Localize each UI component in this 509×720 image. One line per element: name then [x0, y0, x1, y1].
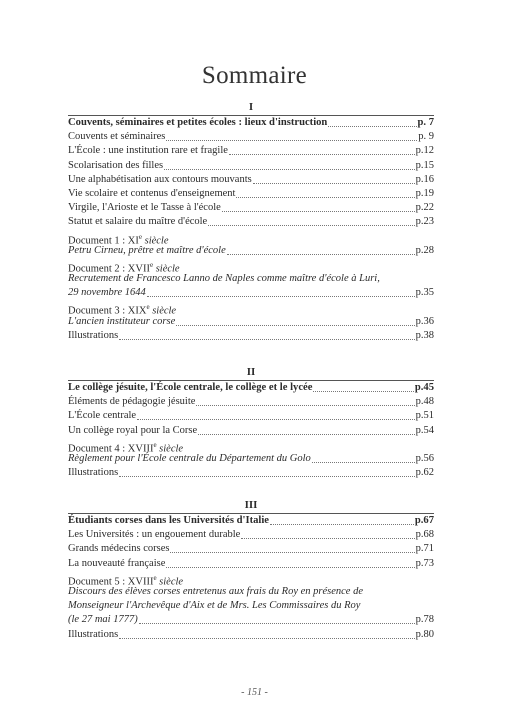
document-label-tail: siècle: [156, 576, 184, 588]
toc-entry[interactable]: [68, 557, 434, 571]
toc-entry[interactable]: [68, 244, 434, 258]
toc-entry-page: p.78: [415, 614, 434, 626]
dot-leader: [222, 202, 415, 212]
document-label-tail: siècle: [141, 235, 169, 246]
toc-entry-page: p.54: [415, 424, 434, 436]
dot-leader: [313, 382, 413, 392]
toc-entry[interactable]: [68, 628, 434, 642]
toc-entry-label: Couvents et séminaires: [68, 131, 166, 143]
document-label: [68, 571, 434, 588]
toc-entry-label: Éléments de pédagogie jésuite: [68, 396, 196, 408]
century-superscript: e: [138, 232, 142, 241]
toc-entry[interactable]: [68, 395, 434, 409]
toc-entry[interactable]: [68, 215, 434, 229]
toc-entry-label: Scolarisation des filles: [68, 159, 164, 171]
toc-entry-page: p.48: [415, 396, 434, 408]
dot-leader: [119, 330, 414, 340]
toc-entry-label: Petru Cirneu, prêtre et maître d'école: [68, 244, 226, 256]
toc-entry-page: p.51: [415, 410, 434, 422]
dot-leader: [227, 245, 415, 255]
toc-entry-label: 29 novembre 1644: [68, 287, 146, 299]
toc-entry-page: p.45: [414, 382, 434, 393]
toc-entry-label: Une alphabétisation aux contours mouvants: [68, 173, 252, 185]
dot-leader: [236, 188, 414, 198]
toc-entry-label: Illustrations: [68, 329, 119, 341]
section-numeral: I: [248, 101, 254, 113]
toc-entry-page: p.12: [415, 145, 434, 157]
section-numeral: II: [246, 366, 256, 378]
toc-entry-label: Illustrations: [68, 467, 119, 479]
toc-entry[interactable]: [68, 187, 434, 201]
toc-entry[interactable]: [68, 173, 434, 187]
toc-entry-label: Couvents, séminaires et petites écoles : lieux d'instruction: [68, 117, 328, 128]
dot-leader: [208, 216, 414, 226]
section-numeral: III: [244, 499, 258, 511]
dot-leader: [164, 160, 415, 170]
dot-leader: [253, 174, 415, 184]
document-label-text: Document 1 : XI: [68, 235, 139, 246]
toc-entry-page: p.15: [415, 159, 434, 171]
dot-leader: [270, 515, 414, 525]
toc-entry-page: p.62: [415, 467, 434, 479]
toc-entry-label: L'École centrale: [68, 410, 137, 422]
dot-leader: [139, 614, 415, 624]
page-title: Sommaire: [201, 62, 308, 89]
document-label: [68, 300, 434, 317]
toc-entry-label: (le 27 mai 1777): [68, 614, 138, 626]
century-superscript: e: [149, 260, 154, 269]
dot-leader: [166, 131, 417, 141]
dot-leader: [328, 117, 416, 127]
toc-entry-page: p. 9: [418, 131, 434, 143]
toc-entry[interactable]: [68, 452, 434, 466]
toc-entry-label: L'École : une institution rare et fragile: [68, 145, 228, 157]
dot-leader: [147, 287, 415, 297]
toc-entry-page: p.16: [415, 173, 434, 185]
toc-entry[interactable]: [68, 466, 434, 480]
document-label-text: Document 5 : XVIII: [68, 576, 154, 588]
section-1: [68, 100, 434, 343]
dot-leader: [229, 145, 415, 155]
dot-leader: [196, 396, 414, 406]
document-label: [68, 438, 434, 455]
toc-entry-page: p.56: [415, 452, 434, 464]
toc-entry-continued: Monseigneur l'Archevêque d'Aix et de Mrs. Les Commissaires du Roy: [68, 600, 361, 612]
toc-entry-label: Règlement pour l'École centrale du Département du Golo: [68, 452, 311, 464]
document-label-text: Document 4 : XVIII: [68, 443, 154, 455]
dot-leader: [312, 453, 415, 463]
toc-entry[interactable]: [68, 315, 434, 329]
dot-leader: [137, 410, 415, 420]
toc-entry-label: Étudiants corses dans les Universités d'Italie: [68, 515, 269, 526]
toc-entry[interactable]: [68, 409, 434, 423]
document-label-tail: siècle: [153, 263, 180, 275]
dot-leader: [119, 629, 414, 639]
toc-entry[interactable]: [68, 424, 434, 438]
toc-entry-label: Un collège royal pour la Corse: [68, 424, 198, 436]
toc-entry-page: p.38: [415, 329, 434, 341]
toc-entry-page: p.67: [414, 515, 434, 526]
document-label-text: Document 2 : XVII: [68, 263, 150, 275]
toc-entry[interactable]: [68, 528, 434, 542]
toc-entry-page: p.23: [415, 216, 434, 228]
toc-entry-continued: Recrutement de Francesco Lanno de Naples comme maître d'école à Luri,: [68, 273, 380, 285]
toc-entry-label: Illustrations: [68, 628, 119, 640]
page-number: - 151 -: [241, 687, 268, 698]
document-label-tail: siècle: [149, 305, 177, 317]
toc-entry[interactable]: [68, 159, 434, 173]
section-3: [68, 498, 434, 642]
toc-entry[interactable]: [68, 613, 434, 627]
section-heading[interactable]: [68, 514, 434, 528]
toc-entry-page: p.73: [415, 557, 434, 569]
document-label-text: Document 3 : XIX: [68, 305, 147, 317]
toc-entry[interactable]: [68, 201, 434, 215]
toc-entry-page: p. 7: [417, 117, 434, 128]
toc-entry[interactable]: [68, 286, 434, 300]
century-superscript: e: [153, 573, 157, 582]
century-superscript: e: [153, 440, 157, 449]
toc-entry-page: p.80: [415, 628, 434, 640]
toc-entry-page: p.71: [415, 543, 434, 555]
toc-entry-page: p.19: [415, 187, 434, 199]
toc-entry-label: Les Universités : un engouement durable: [68, 529, 241, 541]
toc-entry-label: Grands médecins corses: [68, 543, 170, 555]
dot-leader: [176, 316, 414, 326]
dot-leader: [119, 467, 414, 477]
section-heading[interactable]: [68, 381, 434, 395]
toc-entry[interactable]: [68, 542, 434, 556]
toc-entry-page: p.68: [415, 529, 434, 541]
document-label-tail: siècle: [156, 443, 184, 455]
toc-entry-page: p.36: [415, 315, 434, 327]
toc-entry-label: Le collège jésuite, l'École centrale, le collège et le lycée: [68, 382, 313, 393]
toc-entry-label: Vie scolaire et contenus d'enseignement: [68, 187, 236, 199]
toc-entry-page: p.28: [415, 244, 434, 256]
toc-entry[interactable]: [68, 130, 434, 144]
document-label: [68, 258, 434, 275]
document-label: [68, 230, 434, 244]
dot-leader: [198, 425, 414, 435]
dot-leader: [241, 529, 414, 539]
dot-leader: [170, 543, 414, 553]
toc-entry-label: La nouveauté française: [68, 557, 166, 569]
toc-entry-label: L'ancien instituteur corse: [68, 315, 176, 327]
toc-entry[interactable]: [68, 144, 434, 158]
toc-entry-page: p.35: [415, 287, 434, 299]
dot-leader: [166, 558, 414, 568]
toc-entry-label: Virgile, l'Arioste et le Tasse à l'école: [68, 202, 221, 214]
century-superscript: e: [146, 303, 150, 312]
section-heading[interactable]: [68, 116, 434, 130]
toc-entry-continued: Discours des élèves corses entretenus aux frais du Roy en présence de: [68, 585, 363, 597]
section-2: [68, 365, 434, 480]
toc-entry-label: Statut et salaire du maître d'école: [68, 216, 208, 228]
toc-entry-page: p.22: [415, 202, 434, 214]
toc-entry[interactable]: [68, 329, 434, 343]
